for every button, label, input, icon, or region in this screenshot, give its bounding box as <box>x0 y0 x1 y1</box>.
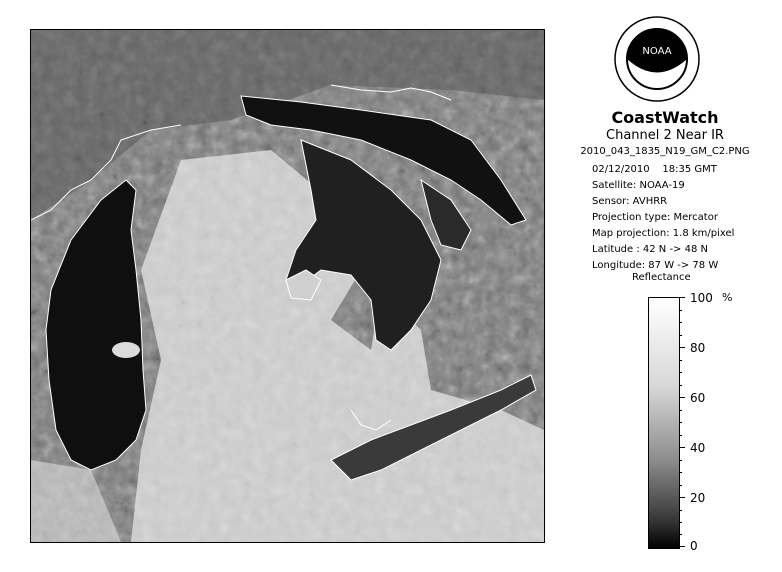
colorbar <box>648 297 680 549</box>
date-time <box>592 164 717 175</box>
logo-text: NOAA <box>642 46 672 57</box>
file-name: 2010_043_1835_N19_GM_C2.PNG <box>580 146 750 157</box>
latitude-info: Latitude : 42 N -> 48 N <box>592 244 708 255</box>
colorbar-tick <box>679 546 685 547</box>
colorbar-tick-label: 0 <box>690 539 698 553</box>
satellite-map <box>30 29 545 543</box>
colorbar-unit: % <box>722 291 733 304</box>
longitude-info: Longitude: 87 W -> 78 W <box>592 260 719 271</box>
colorbar-tick <box>679 297 685 298</box>
map-projection-info: Map projection: 1.8 km/pixel <box>592 228 735 239</box>
colorbar-tick-label: 80 <box>690 341 706 355</box>
colorbar-tick <box>679 347 685 348</box>
noaa-logo <box>614 16 700 102</box>
colorbar-label: Reflectance <box>632 272 691 283</box>
colorbar-tick-label: 100 <box>690 291 713 305</box>
colorbar-tick <box>679 497 685 498</box>
colorbar-tick <box>679 447 685 448</box>
product-title: CoastWatch <box>611 108 719 127</box>
colorbar-tick-label: 20 <box>690 491 706 505</box>
colorbar-tick-label: 60 <box>690 391 706 405</box>
satellite-info: Satellite: NOAA-19 <box>592 180 685 191</box>
colorbar-tick-label: 40 <box>690 441 706 455</box>
channel-subtitle: Channel 2 Near IR <box>606 128 724 143</box>
date-value: 02/12/2010 <box>592 164 650 175</box>
projection-type-info: Projection type: Mercator <box>592 212 718 223</box>
sensor-info: Sensor: AVHRR <box>592 196 668 207</box>
colorbar-tick <box>679 397 685 398</box>
time-value: 18:35 GMT <box>662 164 717 175</box>
